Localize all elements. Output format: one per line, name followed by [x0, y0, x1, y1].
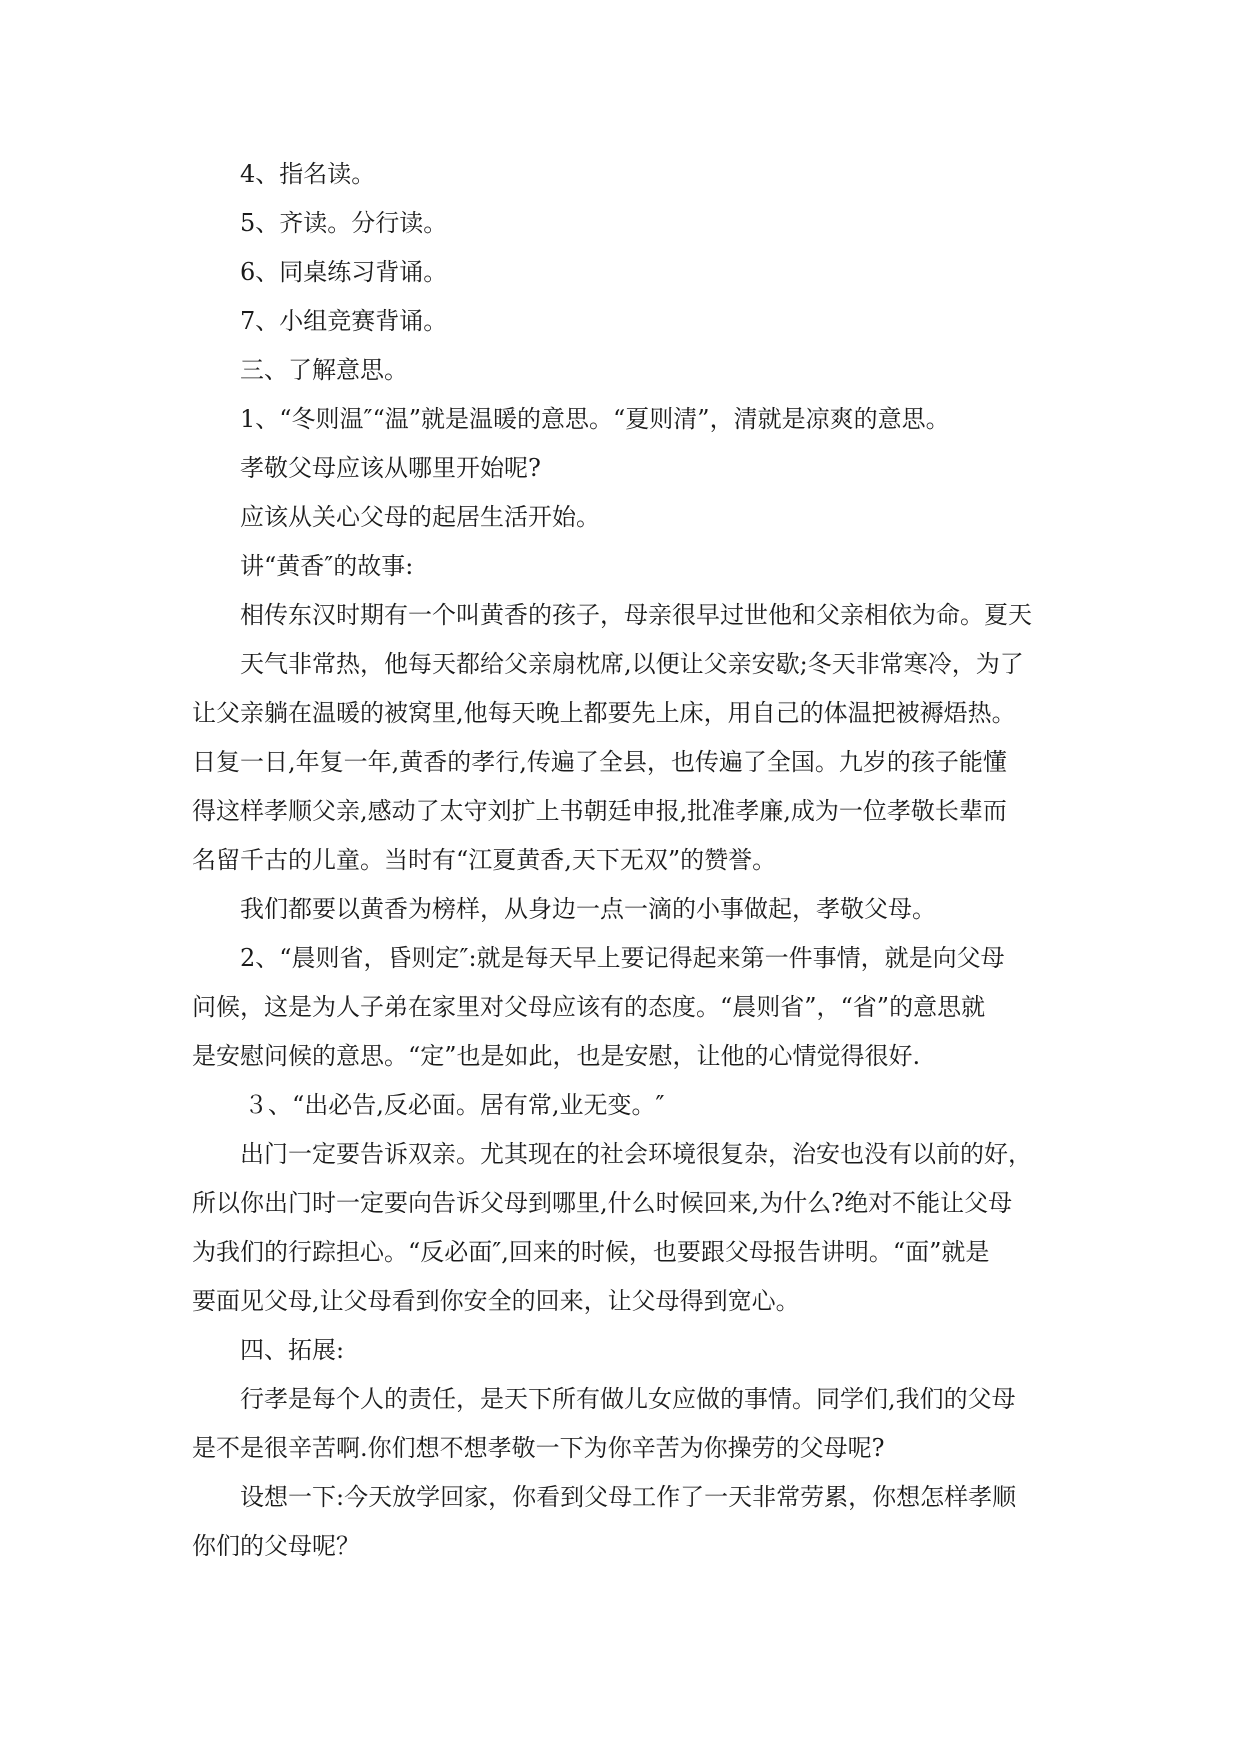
meaning-2-line: 问候，这是为人子弟在家里对父母应该有的态度。“晨则省”，“省”的意思就: [192, 993, 986, 1021]
scenario-line: 你们的父母呢？: [192, 1532, 360, 1560]
document-body: [192, 150, 1062, 1571]
answer-line: 应该从关心父母的起居生活开始。: [240, 503, 600, 531]
lesson-line: 我们都要以黄香为榜样，从身边一点一滴的小事做起，孝敬父母。: [240, 895, 936, 923]
story-paragraph-line: 得这样孝顺父亲,感动了太守刘扩上书朝廷申报,批准孝廉,成为一位孝敬长辈而: [192, 797, 1007, 825]
story-paragraph-line: 天气非常热，他每天都给父亲扇枕席,以便让父亲安歇;冬天非常寒冷，为了: [240, 650, 1024, 678]
story-paragraph-line: 名留千古的儿童。当时有“江夏黄香,天下无双”的赞誉。: [192, 846, 777, 874]
meaning-1-line: 1、“冬则温″“温”就是温暖的意思。“夏则清”，清就是凉爽的意思。: [240, 405, 950, 433]
section-3-heading: 三、了解意思。: [240, 356, 408, 384]
meaning-3-line: 出门一定要告诉双亲。尤其现在的社会环境很复杂，治安也没有以前的好，: [240, 1140, 1032, 1168]
question-line: 孝敬父母应该从哪里开始呢?: [240, 454, 541, 482]
meaning-2-line: 2、“晨则省，昏则定″:就是每天早上要记得起来第一件事情，就是向父母: [240, 944, 1005, 972]
section-4-heading: 四、拓展:: [240, 1336, 345, 1364]
story-paragraph-line: 相传东汉时期有一个叫黄香的孩子，母亲很早过世他和父亲相依为命。夏天: [240, 601, 1032, 629]
meaning-3-heading: ３、“出必告,反必面。居有常,业无变。″: [244, 1091, 665, 1119]
step-6-line: 6、同桌练习背诵。: [240, 258, 448, 286]
scenario-line: 设想一下:今天放学回家，你看到父母工作了一天非常劳累，你想怎样孝顺: [240, 1483, 1017, 1511]
step-5-line: 5、齐读。分行读。: [240, 209, 448, 237]
story-heading: 讲“黄香″的故事:: [240, 552, 414, 580]
meaning-3-line: 为我们的行踪担心。“反必面″,回来的时候，也要跟父母报告讲明。“面”就是: [192, 1238, 990, 1266]
meaning-2-line: 是安慰问候的意思。“定”也是如此，也是安慰，让他的心情觉得很好.: [192, 1042, 921, 1070]
story-paragraph-line: 日复一日,年复一年,黄香的孝行,传遍了全县，也传遍了全国。九岁的孩子能懂: [192, 748, 1007, 776]
step-7-line: 7、小组竞赛背诵。: [240, 307, 448, 335]
step-4-line: 4、指名读。: [240, 160, 376, 188]
meaning-3-line: 所以你出门时一定要向告诉父母到哪里,什么时候回来,为什么?绝对不能让父母: [192, 1189, 1013, 1217]
extension-line: 行孝是每个人的责任，是天下所有做儿女应做的事情。同学们,我们的父母: [240, 1385, 1016, 1413]
extension-line: 是不是很辛苦啊.你们想不想孝敬一下为你辛苦为你操劳的父母呢?: [192, 1434, 885, 1462]
story-paragraph-line: 让父亲躺在温暖的被窝里,他每天晚上都要先上床，用自己的体温把被褥焐热。: [192, 699, 1016, 727]
meaning-3-line: 要面见父母,让父母看到你安全的回来，让父母得到宽心。: [192, 1287, 800, 1315]
